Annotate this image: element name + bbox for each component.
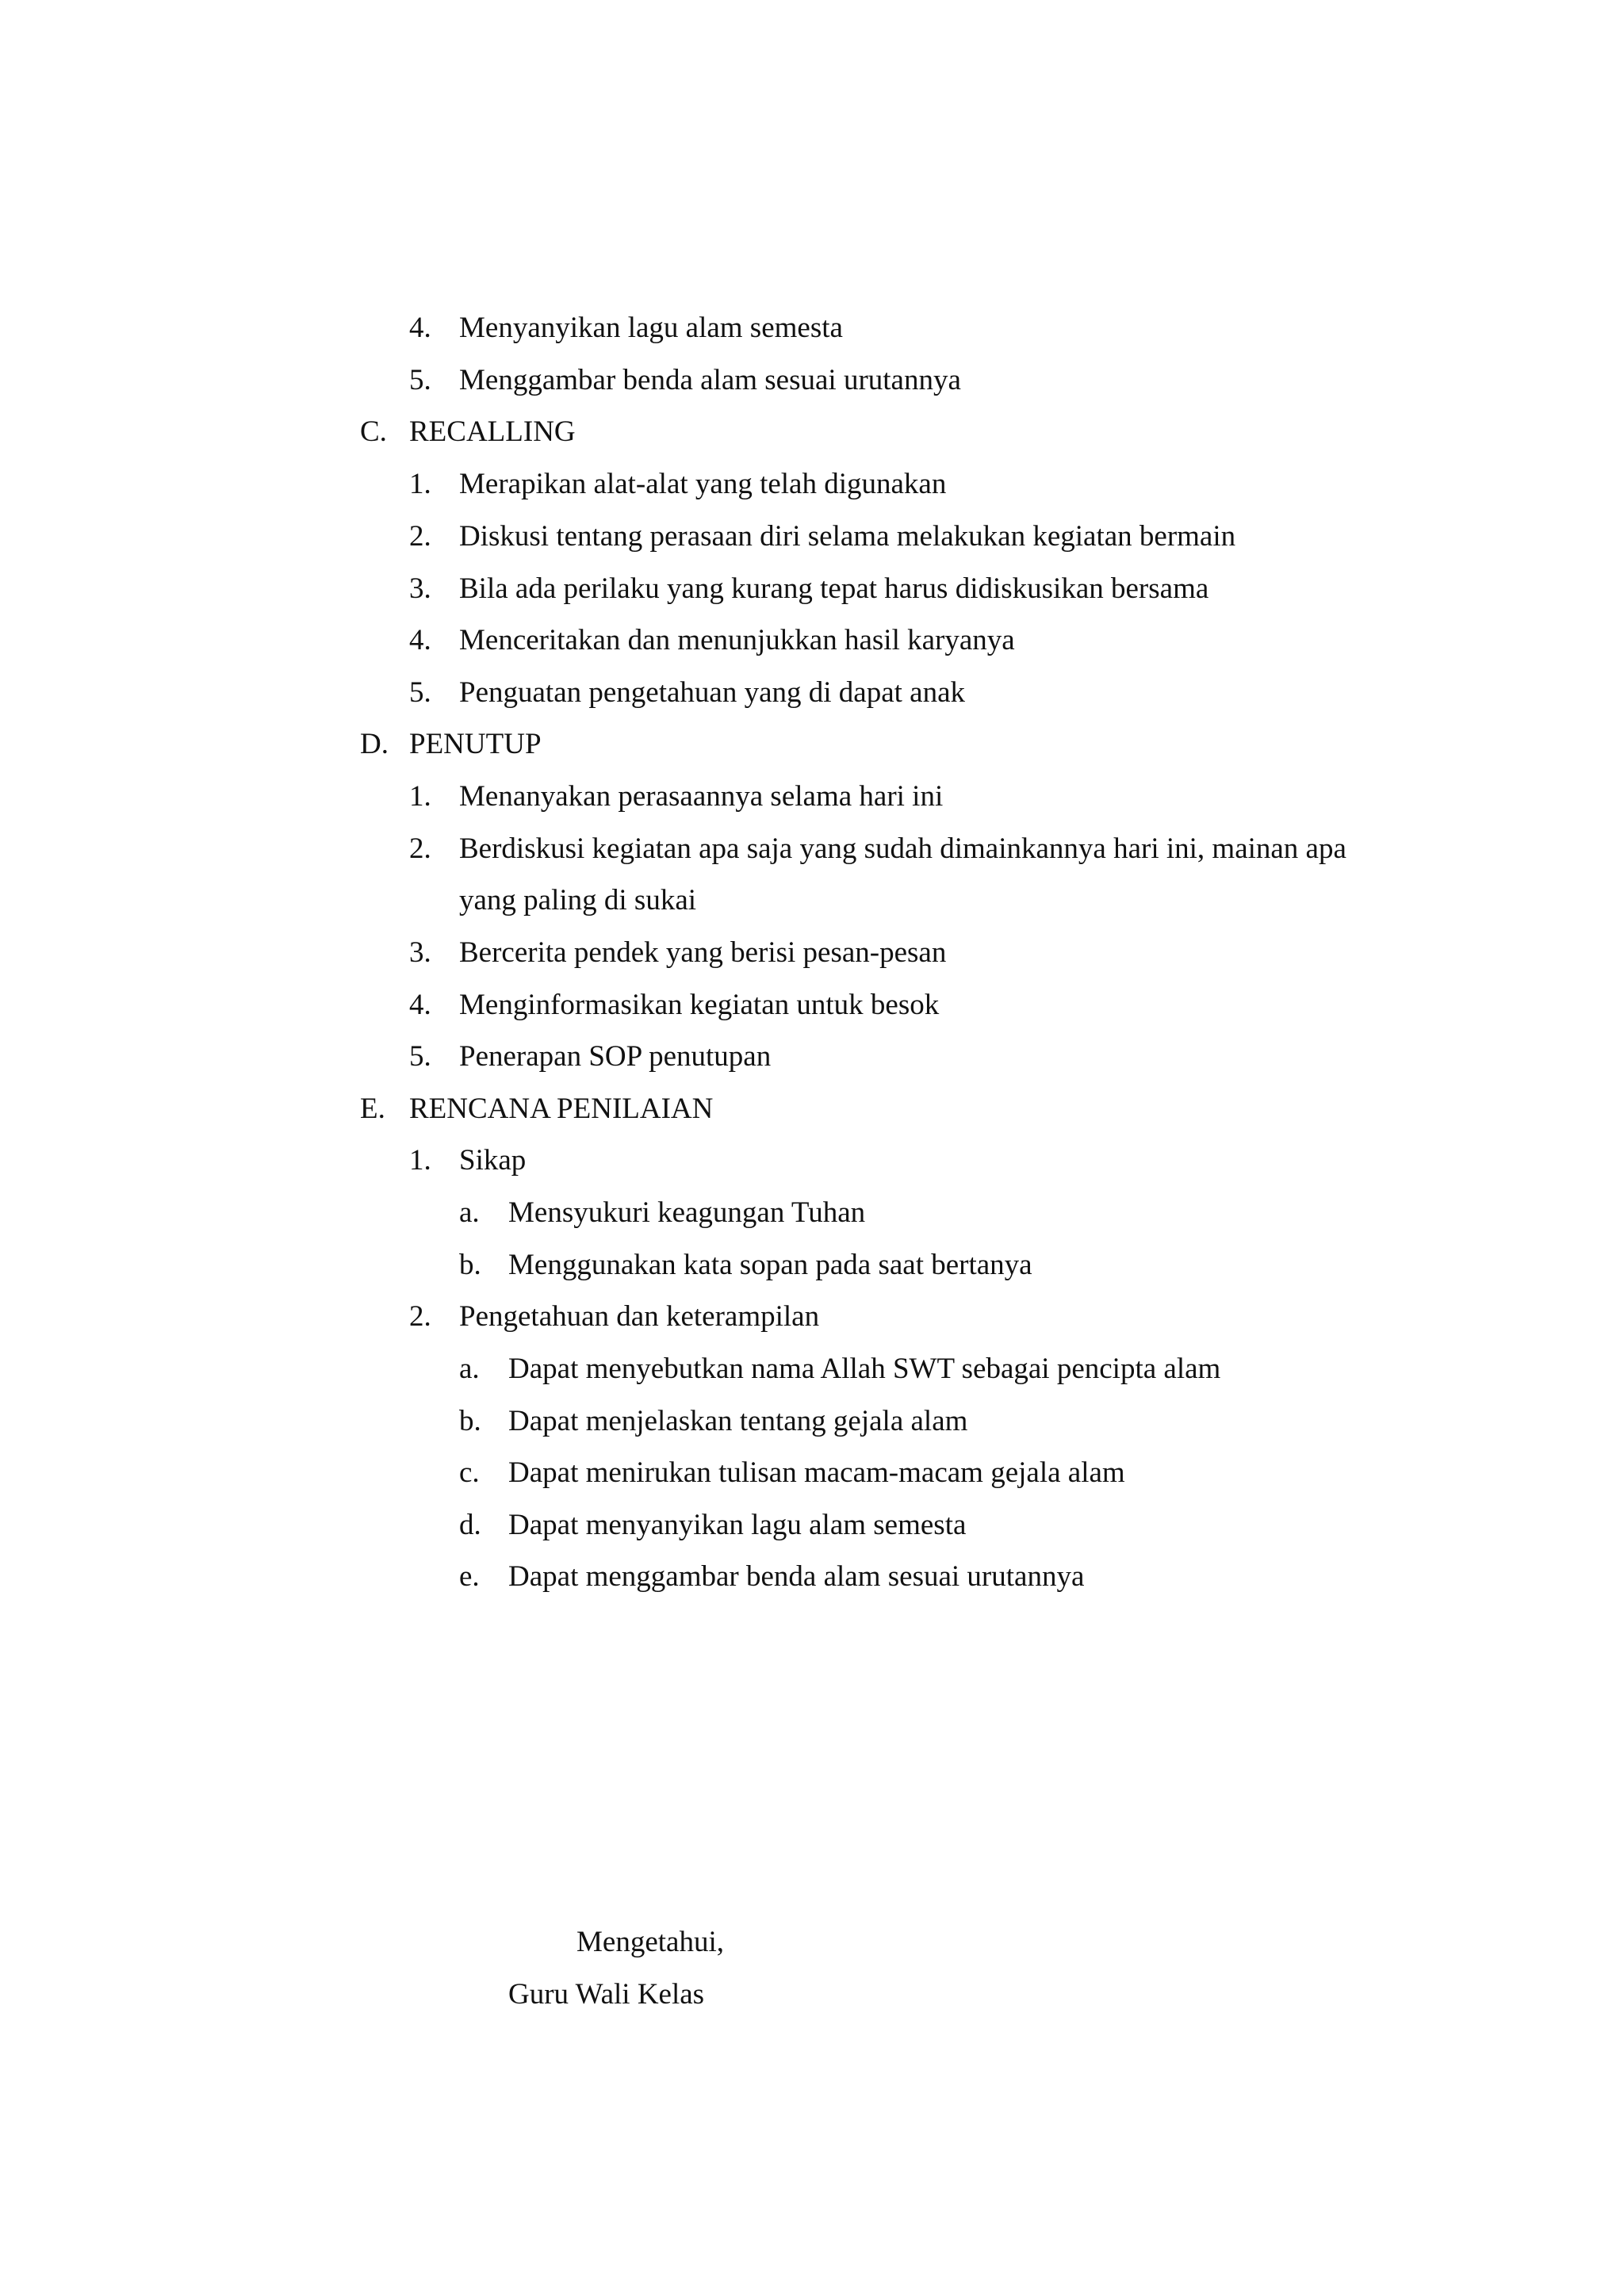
sub-item-letter: b.	[459, 1249, 481, 1281]
item-number: 4.	[409, 312, 431, 344]
sub-item-text: Dapat menyanyikan lagu alam semesta	[508, 1509, 967, 1541]
item-number: 5.	[409, 676, 431, 709]
sub-item-letter: e.	[459, 1560, 480, 1593]
section-letter: E.	[360, 1093, 385, 1125]
item-text: Bila ada perilaku yang kurang tepat harus didiskusikan bersama	[459, 572, 1209, 605]
item-text: Diskusi tentang perasaan diri selama melakukan kegiatan bermain	[459, 520, 1236, 553]
item-number: 1.	[409, 1144, 431, 1177]
sub-item-text: Dapat menyebutkan nama Allah SWT sebagai pencipta alam	[508, 1353, 1221, 1385]
item-number: 2.	[409, 832, 431, 865]
section-letter: D.	[360, 728, 389, 760]
item-number: 4.	[409, 624, 431, 656]
item-number: 1.	[409, 780, 431, 813]
item-number: 1.	[409, 468, 431, 500]
item-number: 2.	[409, 1300, 431, 1333]
sub-item-text: Mensyukuri keagungan Tuhan	[508, 1196, 866, 1229]
item-text: Pengetahuan dan keterampilan	[459, 1300, 820, 1333]
item-text: Menanyakan perasaannya selama hari ini	[459, 780, 944, 813]
sub-item-letter: a.	[459, 1353, 480, 1385]
signature-role: Guru Wali Kelas	[508, 1978, 705, 2011]
item-text: Merapikan alat-alat yang telah digunakan	[459, 468, 947, 500]
section-title: RECALLING	[409, 415, 576, 448]
sub-item-text: Dapat menirukan tulisan macam-macam gejala alam	[508, 1456, 1125, 1489]
section-title: RENCANA PENILAIAN	[409, 1093, 714, 1125]
section-title: PENUTUP	[409, 728, 542, 760]
item-text: Penerapan SOP penutupan	[459, 1040, 772, 1073]
signature-acknowledgement: Mengetahui,	[576, 1926, 724, 1958]
sub-item-letter: b.	[459, 1405, 481, 1437]
item-text: Menginformasikan kegiatan untuk besok	[459, 989, 940, 1021]
item-number: 5.	[409, 364, 431, 396]
sub-item-text: Dapat menjelaskan tentang gejala alam	[508, 1405, 968, 1437]
item-number: 3.	[409, 936, 431, 969]
item-text: Sikap	[459, 1144, 527, 1177]
sub-item-text: Dapat menggambar benda alam sesuai urutannya	[508, 1560, 1085, 1593]
item-text: Menyanyikan lagu alam semesta	[459, 312, 843, 344]
item-text: Menggambar benda alam sesuai urutannya	[459, 364, 961, 396]
sub-item-letter: c.	[459, 1456, 480, 1489]
item-number: 4.	[409, 989, 431, 1021]
item-number: 5.	[409, 1040, 431, 1073]
sub-item-text: Menggunakan kata sopan pada saat bertanya	[508, 1249, 1032, 1281]
sub-item-letter: a.	[459, 1196, 480, 1229]
item-text: Bercerita pendek yang berisi pesan-pesan	[459, 936, 947, 969]
sub-item-letter: d.	[459, 1509, 481, 1541]
item-text: Penguatan pengetahuan yang di dapat anak	[459, 676, 966, 709]
item-number: 2.	[409, 520, 431, 553]
item-text-continuation: yang paling di sukai	[459, 884, 697, 916]
item-text: Berdiskusi kegiatan apa saja yang sudah dimainkannya hari ini, mainan apa	[459, 832, 1346, 865]
item-number: 3.	[409, 572, 431, 605]
item-text: Menceritakan dan menunjukkan hasil karyanya	[459, 624, 1015, 656]
section-letter: C.	[360, 415, 387, 448]
